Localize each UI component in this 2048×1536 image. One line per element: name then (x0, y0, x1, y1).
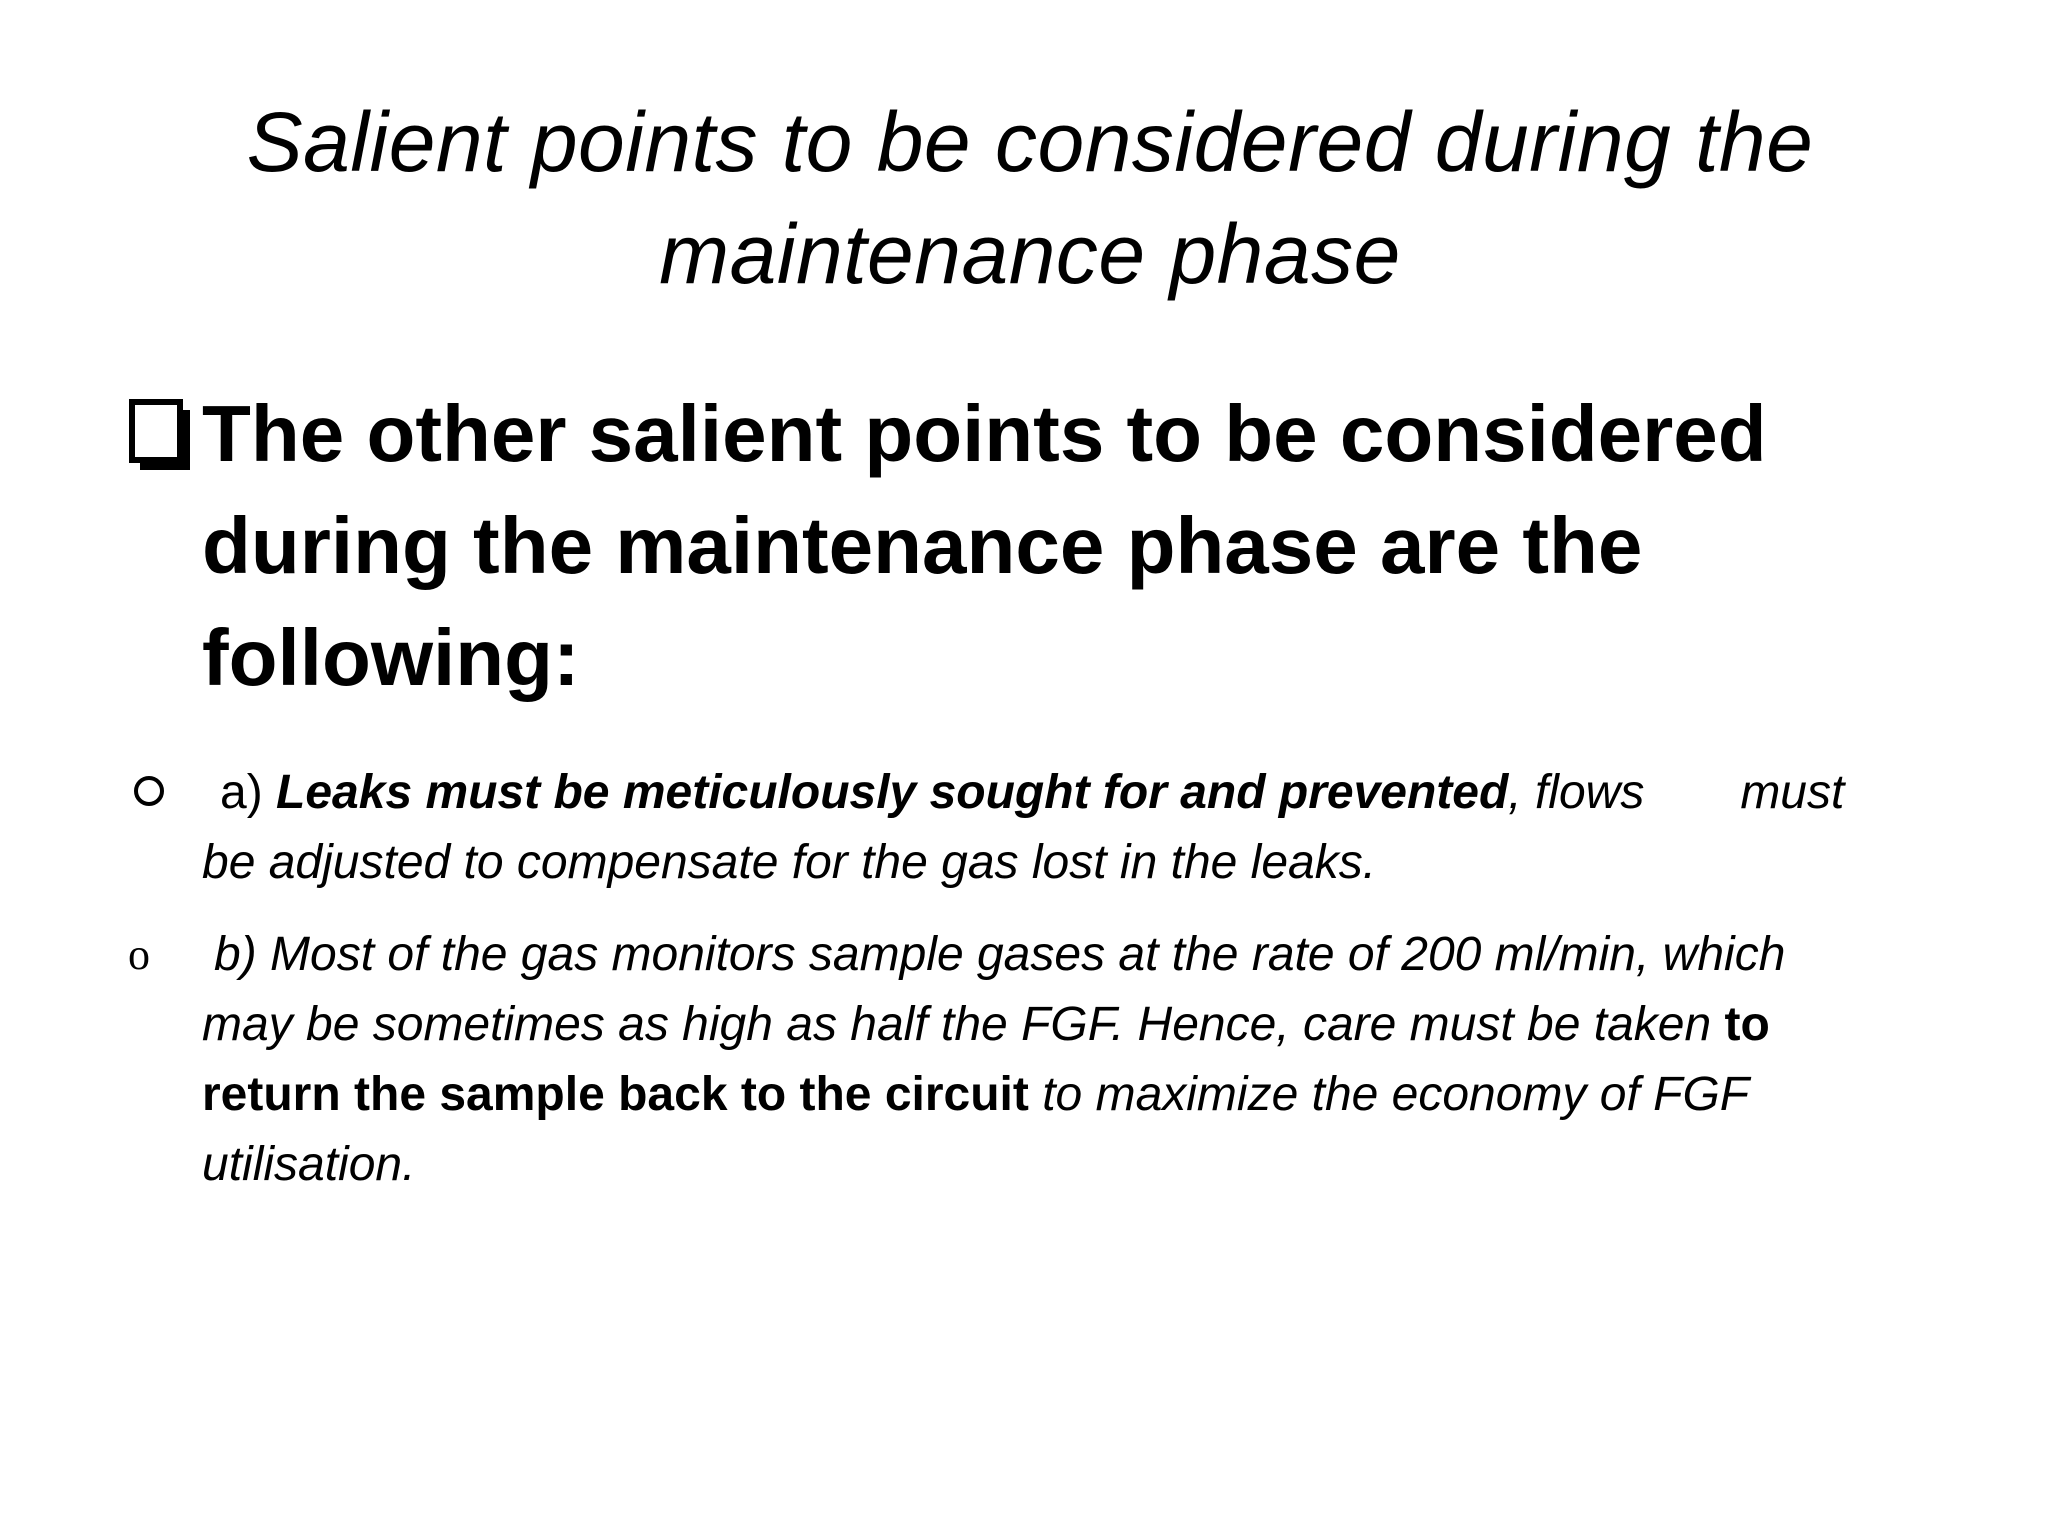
bold-emphasis: to return the sample back to the circuit (202, 998, 1770, 1121)
list-item-a-text (202, 758, 1888, 898)
bold-emphasis: Leaks must be meticulously sought for and prevented (276, 766, 1509, 819)
list-item-text: b) Most of the gas monitors sample gases at the rate of 200 ml/min, which may be sometimes as high as half the FGF. Hence, care must be taken (202, 928, 1786, 1051)
list-item-b-text (202, 920, 1888, 1200)
list-item-label: a) (220, 766, 263, 819)
checkbox-icon (128, 396, 192, 474)
circle-bullet-icon (134, 776, 164, 806)
list-item-text: must (1740, 766, 1845, 819)
list-item-text: , flows (1508, 766, 1645, 819)
main-point-text: The other salient points to be considered during the maintenance phase are the following: (202, 389, 1767, 702)
list-item-b (128, 920, 1888, 1200)
list-item-text: to maximize the economy of FGF utilisation. (202, 1068, 1749, 1191)
slide-title: Salient points to be considered during the maintenance phase (246, 95, 1814, 301)
list-item-continuation: be adjusted to compensate for the gas lost in the leaks. (202, 836, 1377, 889)
small-o-bullet-icon: o (128, 930, 150, 979)
main-bullet-point (128, 378, 1928, 714)
list-item-a (128, 758, 1888, 898)
